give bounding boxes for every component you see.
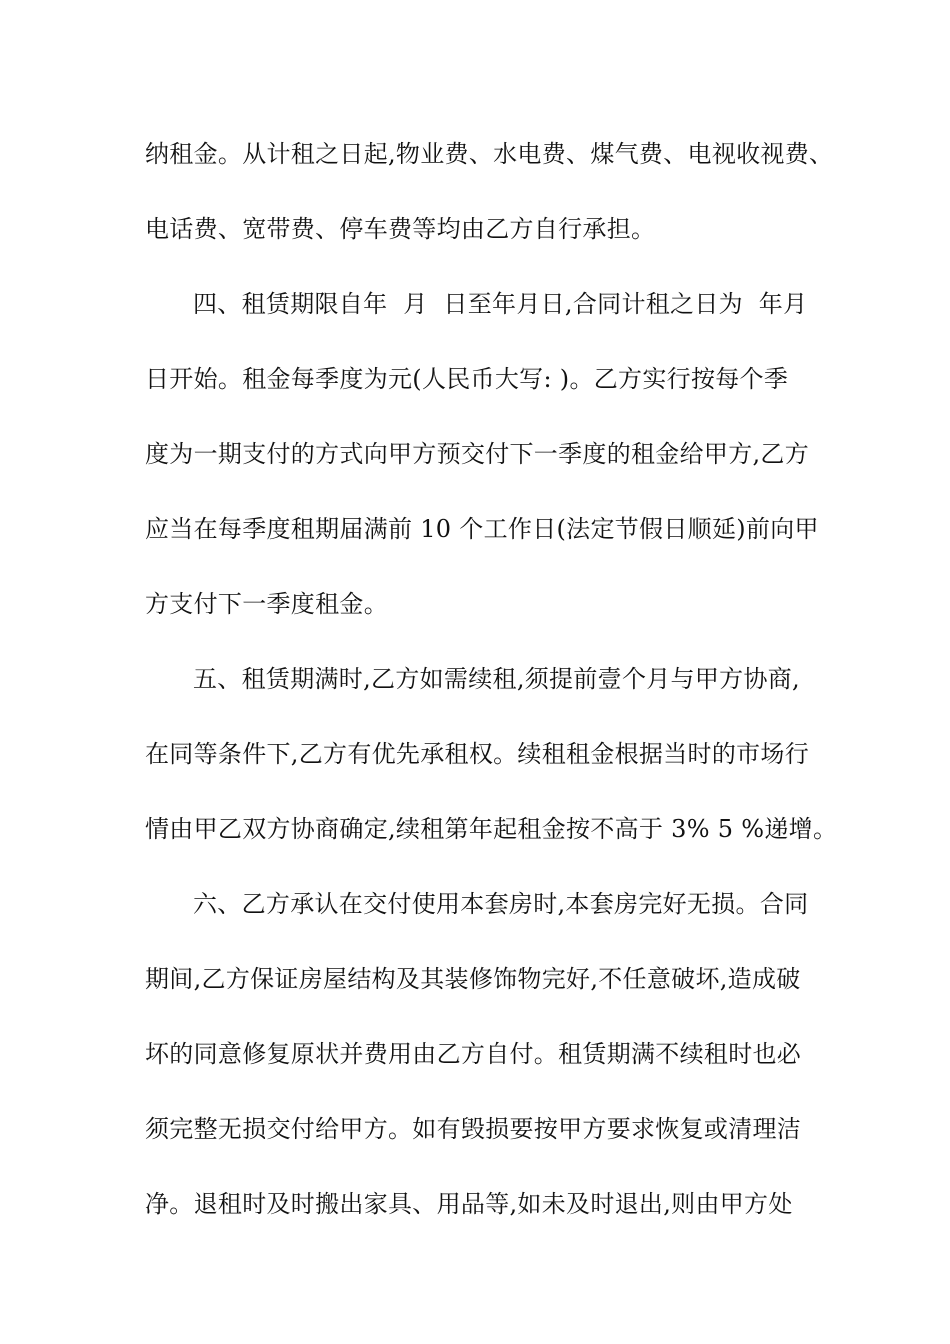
text-line: 在同等条件下,乙方有优先承租权。续租租金根据当时的市场行 [145, 740, 810, 768]
text-line: 净。退租时及时搬出家具、用品等,如未及时退出,则由甲方处 [145, 1190, 793, 1218]
paragraph-start-line: 四、租赁期限自年 月 日至年月日,合同计租之日为 年月 [193, 290, 808, 318]
text-line: 须完整无损交付给甲方。如有毁损要按甲方要求恢复或清理洁 [145, 1115, 802, 1143]
text-line: 日开始。租金每季度为元(人民币大写: )。乙方实行按每个季 [145, 365, 789, 393]
text-line: 情由甲乙双方协商确定,续租第年起租金按不高于 3% 5 %递增。 [145, 815, 838, 843]
text-line: 电话费、宽带费、停车费等均由乙方自行承担。 [145, 215, 656, 243]
text-line: 期间,乙方保证房屋结构及其装修饰物完好,不任意破坏,造成破 [145, 965, 801, 993]
paragraph-start-line: 六、乙方承认在交付使用本套房时,本套房完好无损。合同 [193, 890, 809, 918]
text-line: 纳租金。从计租之日起,物业费、水电费、煤气费、电视收视费、 [145, 140, 834, 168]
text-line: 方支付下一季度租金。 [145, 590, 388, 618]
text-line: 坏的同意修复原状并费用由乙方自付。租赁期满不续租时也必 [145, 1040, 802, 1068]
text-line: 度为一期支付的方式向甲方预交付下一季度的租金给甲方,乙方 [145, 440, 810, 468]
text-line: 应当在每季度租期届满前 10 个工作日(法定节假日顺延)前向甲 [145, 515, 819, 543]
paragraph-start-line: 五、租赁期满时,乙方如需续租,须提前壹个月与甲方协商, [193, 665, 800, 693]
